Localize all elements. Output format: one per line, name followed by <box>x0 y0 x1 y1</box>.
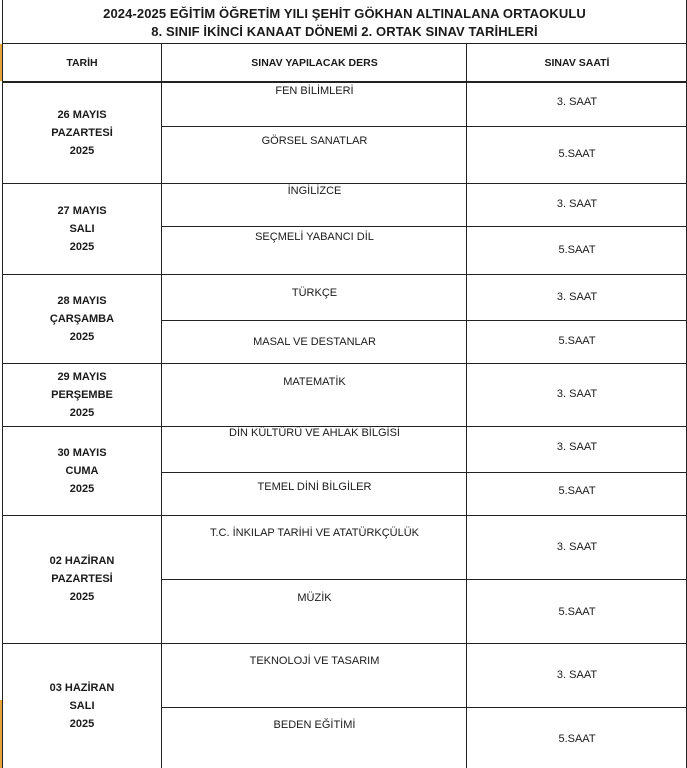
date-year: 2025 <box>69 330 95 343</box>
date-year: 2025 <box>69 406 95 419</box>
date-year: 2025 <box>69 145 95 157</box>
date-weekday: PAZARTESİ <box>51 127 113 139</box>
date-date: 30 MAYIS <box>57 446 107 459</box>
date-date: 26 MAYIS <box>57 109 107 121</box>
date-date: 02 HAZİRAN <box>49 555 115 567</box>
exam-subject: MATEMATİK <box>283 376 346 388</box>
date-cell <box>3 426 161 515</box>
exam-subject: TÜRKÇE <box>291 287 338 299</box>
column-divider <box>466 183 467 274</box>
exam-schedule-sheet <box>2 0 687 768</box>
date-text <box>57 444 106 498</box>
exam-subject: İNGİLİZCE <box>287 185 342 197</box>
date-text <box>57 202 106 256</box>
date-text <box>50 679 115 733</box>
exam-subject: DİN KÜLTÜRÜ VE AHLAK BİLGİSİ <box>229 427 400 439</box>
date-weekday: ÇARŞAMBA <box>49 312 115 325</box>
row-divider <box>161 320 686 321</box>
date-text <box>50 552 115 606</box>
date-date: 27 MAYIS <box>57 204 107 217</box>
date-year: 2025 <box>69 717 95 730</box>
exam-time: 3. SAAT <box>556 291 598 303</box>
column-divider <box>161 363 162 426</box>
date-year: 2025 <box>69 240 95 253</box>
column-divider <box>161 426 162 515</box>
exam-subject: TEKNOLOJİ VE TASARIM <box>249 655 380 667</box>
date-date: 29 MAYIS <box>57 370 107 383</box>
exam-time: 5.SAAT <box>558 148 596 160</box>
column-divider <box>161 643 162 768</box>
exam-subject: SEÇMELİ YABANCI DİL <box>255 231 374 243</box>
exam-time: 3. SAAT <box>556 441 598 453</box>
exam-subject: MÜZİK <box>297 592 332 604</box>
column-divider <box>466 426 467 515</box>
date-year: 2025 <box>69 591 95 603</box>
header-date: TARİH <box>66 56 98 69</box>
title-line-2: 8. SINIF İKİNCİ KANAAT DÖNEMİ 2. ORTAK SINAV TARİHLERİ <box>151 24 538 39</box>
date-text <box>51 368 113 422</box>
exam-time: 3. SAAT <box>556 198 598 210</box>
title-line-1: 2024-2025 EĞİTİM ÖĞRETİM YILI ŞEHİT GÖKHAN ALTINALANA ORTAOKULU <box>103 6 586 21</box>
exam-subject: TEMEL DİNİ BİLGİLER <box>257 481 372 493</box>
column-divider <box>466 83 467 183</box>
date-weekday: SALI <box>69 222 95 235</box>
date-cell <box>3 183 161 274</box>
exam-time: 5.SAAT <box>558 485 596 497</box>
table-header-row <box>3 44 686 83</box>
column-divider <box>466 274 467 363</box>
date-cell <box>3 643 161 768</box>
exam-time: 3. SAAT <box>556 96 598 108</box>
date-date: 28 MAYIS <box>57 294 107 307</box>
date-date: 03 HAZİRAN <box>49 681 115 694</box>
exam-time: 5.SAAT <box>558 733 596 745</box>
date-cell <box>3 83 161 183</box>
exam-time: 3. SAAT <box>556 388 598 400</box>
date-text <box>50 292 114 346</box>
column-divider <box>161 44 162 81</box>
column-divider <box>466 363 467 426</box>
row-divider <box>161 707 686 708</box>
row-divider <box>161 226 686 227</box>
exam-subject: T.C. İNKILAP TARİHİ VE ATATÜRKÇÜLÜK <box>209 527 420 539</box>
header-time: SINAV SAATİ <box>544 56 610 69</box>
date-cell <box>3 274 161 363</box>
date-cell <box>3 363 161 426</box>
title-block <box>3 0 686 44</box>
date-weekday: SALI <box>69 699 95 712</box>
exam-subject: FEN BİLİMLERİ <box>275 85 354 97</box>
exam-time: 5.SAAT <box>558 606 596 618</box>
exam-subject: MASAL VE DESTANLAR <box>253 336 376 348</box>
column-divider <box>161 83 162 183</box>
exam-time: 3. SAAT <box>556 541 598 553</box>
date-year: 2025 <box>69 482 95 495</box>
date-text <box>51 106 113 160</box>
exam-time: 5.SAAT <box>558 244 596 256</box>
date-cell <box>3 515 161 643</box>
date-weekday: PAZARTESİ <box>51 573 113 585</box>
date-weekday: PERŞEMBE <box>51 388 113 401</box>
exam-time: 3. SAAT <box>556 669 598 681</box>
row-divider <box>161 579 686 580</box>
header-subject: SINAV YAPILACAK DERS <box>251 56 378 69</box>
exam-time: 5.SAAT <box>558 335 596 347</box>
exam-subject: BEDEN EĞİTİMİ <box>273 719 356 731</box>
column-divider <box>466 44 467 81</box>
column-divider <box>466 643 467 768</box>
row-divider <box>161 472 686 473</box>
column-divider <box>161 274 162 363</box>
column-divider <box>161 183 162 274</box>
exam-subject: GÖRSEL SANATLAR <box>261 135 368 147</box>
date-weekday: CUMA <box>65 464 99 477</box>
row-divider <box>161 126 686 127</box>
